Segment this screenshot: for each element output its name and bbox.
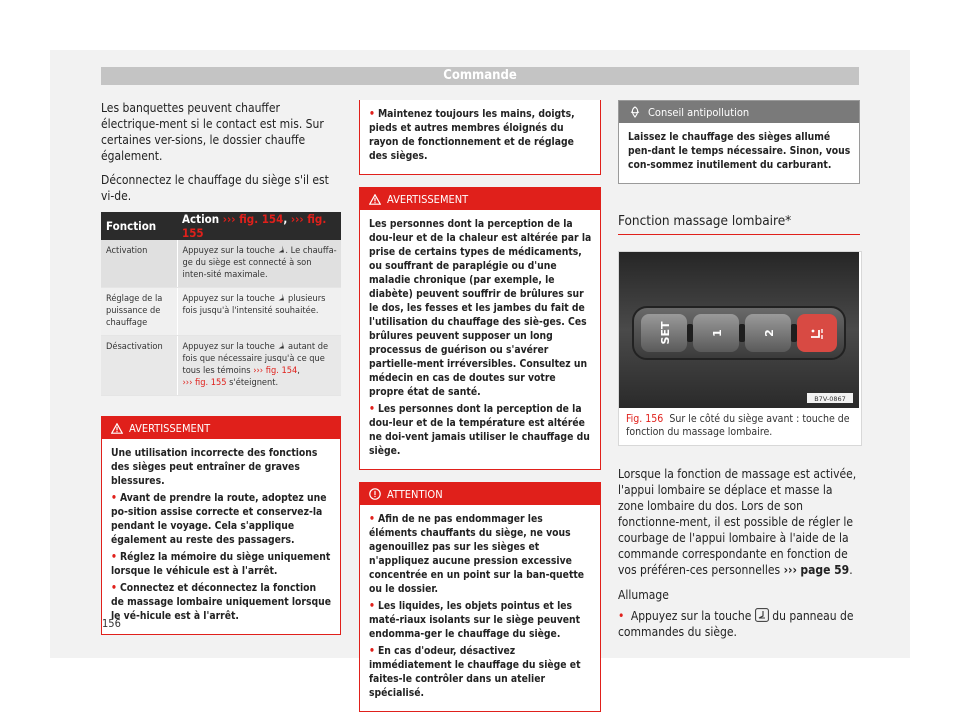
chevron-ref-icon: ››› [182,377,193,388]
tip-title: Conseil antipollution [648,105,750,119]
memory-1-label: 1 [711,329,724,337]
warning-box-body [360,210,600,469]
list-item [618,608,860,640]
chevron-ref-icon: ››› [783,563,797,577]
tip-text: Laissez le chauffage des sièges allumé pen-dant le temps nécessaire. Sinon, vous con-sommez inutilement du carburant. [628,131,851,171]
list-item [111,550,332,578]
table-header-action-label: Action [182,212,220,226]
bullet-icon: • [111,582,117,594]
action-text: plusieurs fois jusqu'à l'intensité souhaitée. [182,293,326,316]
warning-box-header [102,417,340,439]
figure-label: Fig. 156 [626,413,664,425]
list-item [369,402,592,458]
figure [618,251,862,446]
figure-caption [619,408,861,445]
warning-intro: Les personnes dont la perception de la dou-leur et de la chaleur est altérée par la prise de certains types de médicaments, ou souffrant de paraplégie ou d'une maladie chronique (par exemple, le diabète) peuvent souffrir de brûlures sur le dos, les fesses et les jambes du fait de l'utilisation du chauffage des siè-ges. Ces brûlures peuvent supposer un long processus de guérison ou s'avérer partielle-ment irréversibles. Consultez un médecin en cas de doutes sur votre propre état de santé. [369,218,592,398]
bullet-icon: • [111,492,117,504]
attention-box-header [360,483,600,505]
seat-heat-icon [277,341,285,350]
list-item [369,107,592,163]
seat-control-panel-illustration [619,252,859,408]
table-header-ref-1[interactable]: fig. 154 [239,212,284,226]
warning-title: AVERTISSEMENT [387,192,469,206]
warning-box [359,187,601,470]
table-header-action: Action ››› fig. 154, ››› fig. 155 [177,212,341,240]
bullet-icon: • [369,645,375,657]
memory-2-label: 2 [763,329,776,337]
body-paragraph [618,466,860,578]
figure-code: B7V-0867 [814,395,846,403]
intro-paragraph-1: Les banquettes peuvent chauffer électrique-ment si le contact est mis. Sur certaines ver-sions, le dossier chauffe également. [101,101,324,163]
lumbar-massage-button[interactable] [797,314,837,352]
list-item [369,599,592,641]
action-text: . Le chauffa-ge du siège est connecté à son inten-sité maximale. [182,245,337,280]
list-item-text: Réglez la mémoire du siège uniquement lorsque le véhicule est à l'arrêt. [111,551,331,577]
attention-title: ATTENTION [387,487,443,501]
action-text: Appuyez sur la touche [182,245,275,256]
chevron-ref-icon: ››› [253,365,264,376]
table-row [101,240,341,288]
figure-caption-text: Sur le côté du siège avant : touche de fonction du massage lombaire. [626,413,850,438]
table-cell-action [177,288,341,336]
table-header-ref-2[interactable]: fig. 155 [182,212,327,240]
list-item-text: Les personnes dont la perception de la dou-leur et de la température est altérée ne doi-vent jamais utiliser le chauffage du siège. [369,403,590,457]
attention-box-body [360,505,600,711]
eco-leaf-icon [628,106,642,118]
warning-triangle-icon [111,423,123,434]
table-cell-fonction: Désactivation [101,336,177,396]
warning-triangle-icon [369,194,381,205]
bullet-icon: • [111,551,117,563]
bullet-icon: • [618,609,625,623]
action-text: Appuyez sur la touche [182,293,275,304]
list-item [111,491,332,547]
list-item-text: Afin de ne pas endommager les éléments chauffants du siège, ne vous agenouillez pas sur les sièges et n'appliquez aucune pression excessive concentrée en un point sur la ban-quette ou le dossier. [369,513,585,595]
list-item [111,581,332,623]
page-ref-link[interactable]: page 59 [800,563,850,577]
tip-box-body [619,123,859,183]
table-cell-fonction: Réglage de la puissance de chauffage [101,288,177,336]
chevron-ref-icon: ››› [290,212,304,226]
warning-continuation-box [359,100,601,175]
tip-box [618,100,860,184]
list-item-text: Maintenez toujours les mains, doigts, pieds et autres membres éloignés du rayon de fonctionnement et de réglage des sièges. [369,108,575,162]
warning-box-header [360,188,600,210]
action-text: Appuyez sur la touche [182,341,275,352]
section-title: Fonction massage lombaire* [618,213,860,235]
page-number: 156 [102,617,121,630]
warning-title: AVERTISSEMENT [129,421,211,435]
tip-box-header [619,101,859,123]
action-text: autant de fois que nécessaire jusqu'à ce que tous les témoins [182,341,329,376]
function-table [101,212,341,396]
allumage-heading: Allumage [618,588,669,602]
table-cell-action [177,240,341,288]
table-row [101,336,341,396]
column-3 [618,100,860,640]
warning-box [101,416,341,635]
table-header-fonction: Fonction [101,212,177,240]
action-ref-2[interactable]: fig. 155 [195,377,227,388]
list-item [369,512,592,596]
info-circle-icon [369,488,381,500]
attention-box [359,482,601,712]
bullet-icon: • [369,513,375,525]
table-row [101,288,341,336]
warning-box-body [102,439,340,634]
body-text: Lorsque la fonction de massage est activée, l'appui lombaire se déplace et masse la zone lombaire du dos. Lors de son fonctionne-ment, il est possible de régler le courbage de l'appui lombaire à l'aide de la commande correspondante en fonction de vos préféren-ces personnelles [618,467,857,577]
table-cell-action [177,336,341,396]
warning-continuation-body [360,100,600,174]
intro-paragraph-2: Déconnectez le chauffage du siège s'il est vi-de. [101,173,329,203]
set-button-label: SET [659,321,672,345]
table-header-row [101,212,341,240]
list-item-text: du panneau de commandes du siège. [618,609,854,639]
page-header: Commande [101,67,859,85]
column-2 [359,100,601,712]
lumbar-massage-key-icon [755,608,769,622]
table-cell-fonction: Activation [101,240,177,288]
body-text: . [849,563,853,577]
list-item-text: En cas d'odeur, désactivez immédiatement le chauffage du siège et faites-le contrôler dans un atelier spécialisé. [369,645,581,699]
bullet-icon: • [369,600,375,612]
seat-heat-icon [277,293,285,302]
action-text: s'éteignent. [229,377,279,388]
column-1 [101,100,341,635]
list-item-text: Avant de prendre la route, adoptez une po-sition assise correcte et conservez-la pendant le voyage. Cela s'applique également au reste des passagers. [111,492,327,546]
list-item-text: Appuyez sur la touche [630,609,752,623]
list-item [369,644,592,700]
bullet-icon: • [369,108,375,120]
chevron-ref-icon: ››› [222,212,236,226]
list-item-text: Les liquides, les objets pointus et les maté-riaux isolants sur le siège peuvent endomma-ger le chauffage du siège. [369,600,581,640]
bullet-icon: • [369,403,375,415]
warning-intro: Une utilisation incorrecte des fonctions des sièges peut entraîner de graves blessures. [111,447,318,487]
figure-image [619,252,859,408]
list-item-text: Connectez et déconnectez la fonction de massage lombaire uniquement lorsque le vé-hicule est à l'arrêt. [111,582,331,622]
action-ref-1[interactable]: fig. 154 [265,365,298,376]
action-text: , [297,365,300,376]
